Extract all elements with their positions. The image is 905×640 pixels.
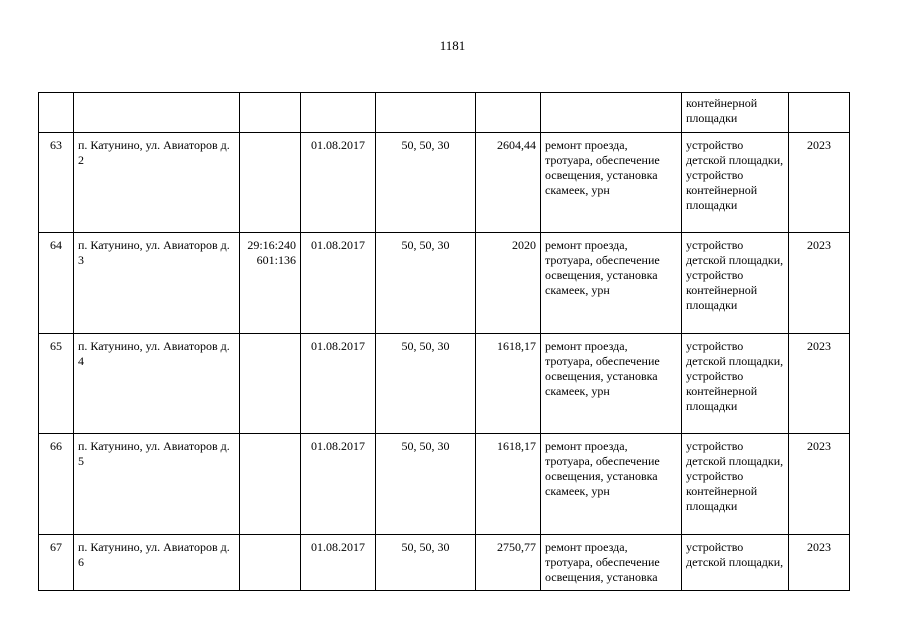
cell-area: 2604,44 — [476, 133, 541, 233]
cell-extra-works: контейнерной площадки — [682, 93, 789, 133]
cell-address — [74, 93, 240, 133]
cell-number: 67 — [39, 535, 74, 591]
cell-date: 01.08.2017 — [301, 334, 376, 434]
table-row — [39, 334, 850, 434]
cell-dimensions: 50, 50, 30 — [376, 535, 476, 591]
cell-area: 1618,17 — [476, 434, 541, 535]
cell-number: 65 — [39, 334, 74, 434]
cell-area: 2020 — [476, 233, 541, 334]
cell-extra-works: устройство детской площадки, устройство контейнерной площадки — [682, 334, 789, 434]
cell-date: 01.08.2017 — [301, 434, 376, 535]
cell-cadastral — [240, 93, 301, 133]
cell-date — [301, 93, 376, 133]
cell-date: 01.08.2017 — [301, 535, 376, 591]
cell-area: 2750,77 — [476, 535, 541, 591]
cell-year: 2023 — [789, 334, 850, 434]
cell-date: 01.08.2017 — [301, 233, 376, 334]
cell-cadastral — [240, 334, 301, 434]
cell-dimensions: 50, 50, 30 — [376, 334, 476, 434]
cell-cadastral — [240, 434, 301, 535]
table-row — [39, 535, 850, 591]
cell-cadastral — [240, 535, 301, 591]
cell-works — [541, 93, 682, 133]
cell-year: 2023 — [789, 535, 850, 591]
cell-number: 64 — [39, 233, 74, 334]
cell-address: п. Катунино, ул. Авиаторов д. 4 — [74, 334, 240, 434]
table-row — [39, 434, 850, 535]
cell-address: п. Катунино, ул. Авиаторов д. 2 — [74, 133, 240, 233]
cell-dimensions: 50, 50, 30 — [376, 133, 476, 233]
cell-area: 1618,17 — [476, 334, 541, 434]
cell-area — [476, 93, 541, 133]
cell-extra-works: устройство детской площадки, — [682, 535, 789, 591]
cell-extra-works: устройство детской площадки, устройство контейнерной площадки — [682, 233, 789, 334]
cell-number — [39, 93, 74, 133]
register-table — [38, 92, 850, 591]
cell-number: 63 — [39, 133, 74, 233]
cell-works: ремонт проезда, тротуара, обеспечение освещения, установка скамеек, урн — [541, 434, 682, 535]
cell-works: ремонт проезда, тротуара, обеспечение освещения, установка — [541, 535, 682, 591]
cell-year: 2023 — [789, 233, 850, 334]
page-number: 1181 — [439, 38, 466, 53]
cell-works: ремонт проезда, тротуара, обеспечение освещения, установка скамеек, урн — [541, 133, 682, 233]
table-row — [39, 93, 850, 133]
cell-address: п. Катунино, ул. Авиаторов д. 6 — [74, 535, 240, 591]
cell-works: ремонт проезда, тротуара, обеспечение освещения, установка скамеек, урн — [541, 334, 682, 434]
cell-year: 2023 — [789, 133, 850, 233]
cell-cadastral: 29:16:240 601:136 — [240, 233, 301, 334]
cell-extra-works: устройство детской площадки, устройство контейнерной площадки — [682, 434, 789, 535]
cell-dimensions — [376, 93, 476, 133]
cell-year — [789, 93, 850, 133]
cell-date: 01.08.2017 — [301, 133, 376, 233]
cell-extra-works: устройство детской площадки, устройство контейнерной площадки — [682, 133, 789, 233]
cell-dimensions: 50, 50, 30 — [376, 233, 476, 334]
table-row — [39, 233, 850, 334]
cell-works: ремонт проезда, тротуара, обеспечение освещения, установка скамеек, урн — [541, 233, 682, 334]
cell-dimensions: 50, 50, 30 — [376, 434, 476, 535]
cell-number: 66 — [39, 434, 74, 535]
table-row — [39, 133, 850, 233]
cell-address: п. Катунино, ул. Авиаторов д. 5 — [74, 434, 240, 535]
cell-cadastral — [240, 133, 301, 233]
cell-year: 2023 — [789, 434, 850, 535]
cell-address: п. Катунино, ул. Авиаторов д. 3 — [74, 233, 240, 334]
